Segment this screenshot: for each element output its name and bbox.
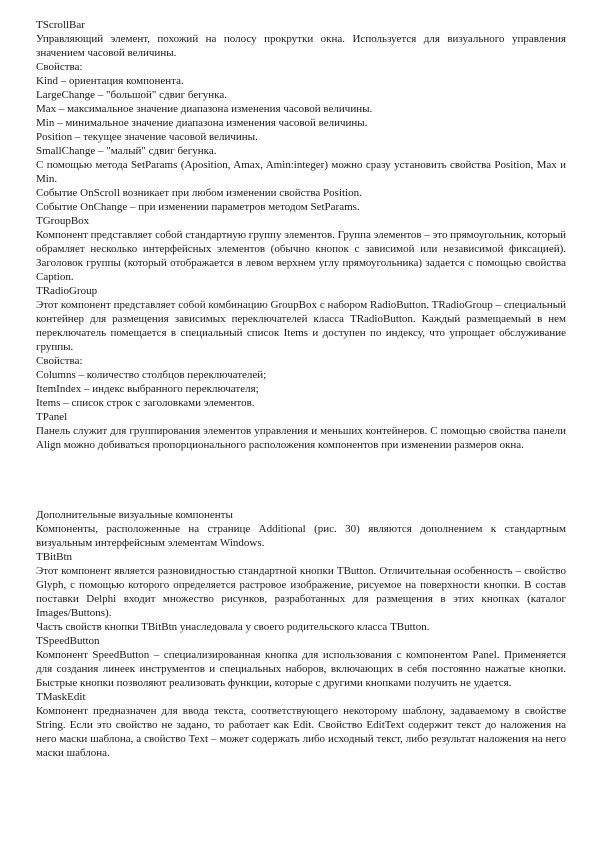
section-spacer <box>36 452 566 508</box>
tradiogroup-prop-itemindex: ItemIndex – индекс выбранного переключателя; <box>36 383 259 395</box>
tradiogroup-prop-columns: Columns – количество столбцов переключателей; <box>36 369 267 381</box>
tscrollbar-prop-min: Min – минимальное значение диапазона изменения часовой величины. <box>36 117 368 129</box>
tscrollbar-prop-kind: Kind – ориентация компонента. <box>36 75 184 87</box>
tscrollbar-onchange: Событие OnChange – при изменении параметров методом SetParams. <box>36 201 360 213</box>
tscrollbar-prop-smallchange: SmallChange – "малый" сдвиг бегунка. <box>36 145 217 157</box>
tscrollbar-prop-position: Position – текущее значение часовой величины. <box>36 131 258 143</box>
tradiogroup-prop-items: Items – список строк с заголовками элементов. <box>36 397 255 409</box>
section-title-tscrollbar: TScrollBar <box>36 19 85 31</box>
section-title-tpanel: TPanel <box>36 411 68 423</box>
tbitbtn-description: Этот компонент является разновидностью стандартной кнопки TButton. Отличительная особенность – свойство Glyph, с помощью которого определяется растровое изображение, рисуемое на поверхности кнопки. В состав поставки Delphi входит множество рисунков, разработанных для размещения в этих кнопках (каталог Images/Buttons). <box>36 565 566 619</box>
tspeedbutton-description: Компонент SpeedButton – специализированная кнопка для использования с компонентом Panel. Применяется для создания линеек инструментов и специальных наборов, включающих в себя постоянно нажатые кнопки. Быстрые кнопки позволяют реализовать функции, которые с другими кнопками получить не удается. <box>36 649 566 689</box>
tradiogroup-description: Этот компонент представляет собой комбинацию GroupBox с набором RadioButton. TRadioGroup – специальный контейнер для размещения зависимых переключателей класса TRadioButton. Каждый размещаемый в нем переключатель помещается в специальный список Items и доступен по индексу, что упрощает обслуживание группы. <box>36 299 566 353</box>
tscrollbar-onscroll: Событие OnScroll возникает при любом изменении свойства Position. <box>36 187 362 199</box>
tpanel-description: Панель служит для группирования элементов управления и меньших контейнеров. С помощью свойства панели Align можно добиваться пропорционального расположения компонентов при изменении размеров окна. <box>36 425 566 451</box>
tscrollbar-setparams: С помощью метода SetParams (Aposition, Amax, Amin:integer) можно сразу установить свойства Position, Max и Min. <box>36 159 566 185</box>
tgroupbox-description: Компонент представляет собой стандартную группу элементов. Группа элементов – это прямоугольник, который обрамляет несколько интерфейсных элементов (обычно кнопок с зависимой или независимой фиксацией). Заголовок группы (который отображается в левом верхнем углу прямоугольника) задается с помощью свойства Caption. <box>36 229 567 283</box>
section-title-tspeedbutton: TSpeedButton <box>36 635 100 647</box>
tbitbtn-note: Часть свойств кнопки TBitBtn унаследовала у своего родительского класса TButton. <box>36 621 430 633</box>
tradiogroup-props-label: Свойства: <box>36 355 83 367</box>
section-title-tradiogroup: TRadioGroup <box>36 285 98 297</box>
section-title-tgroupbox: TGroupBox <box>36 215 90 227</box>
document-page <box>36 18 566 760</box>
additional-description: Компоненты, расположенные на странице Additional (рис. 30) являются дополнением к стандартным визуальным интерфейсным элементам Windows. <box>36 523 566 549</box>
section-title-tbitbtn: TBitBtn <box>36 551 73 563</box>
tscrollbar-prop-max: Max – максимальное значение диапазона изменения часовой величины. <box>36 103 373 115</box>
tscrollbar-prop-largechange: LargeChange – "большой" сдвиг бегунка. <box>36 89 227 101</box>
tmaskedit-description: Компонент предназначен для ввода текста, соответствующего некоторому шаблону, задаваемому в свойстве String. Если это свойство не задано, то работает как Edit. Свойство EditText содержит текст до наложения на него маски шаблона, а свойство Text – может содержать либо исходный текст, либо результат наложения на него маски шаблона. <box>36 705 566 759</box>
tscrollbar-description: Управляющий элемент, похожий на полосу прокрутки окна. Используется для визуального управления значением часовой величины. <box>36 33 566 59</box>
tscrollbar-props-label: Свойства: <box>36 61 83 73</box>
section-title-tmaskedit: TMaskEdit <box>36 691 86 703</box>
section-heading-additional: Дополнительные визуальные компоненты <box>36 509 233 521</box>
